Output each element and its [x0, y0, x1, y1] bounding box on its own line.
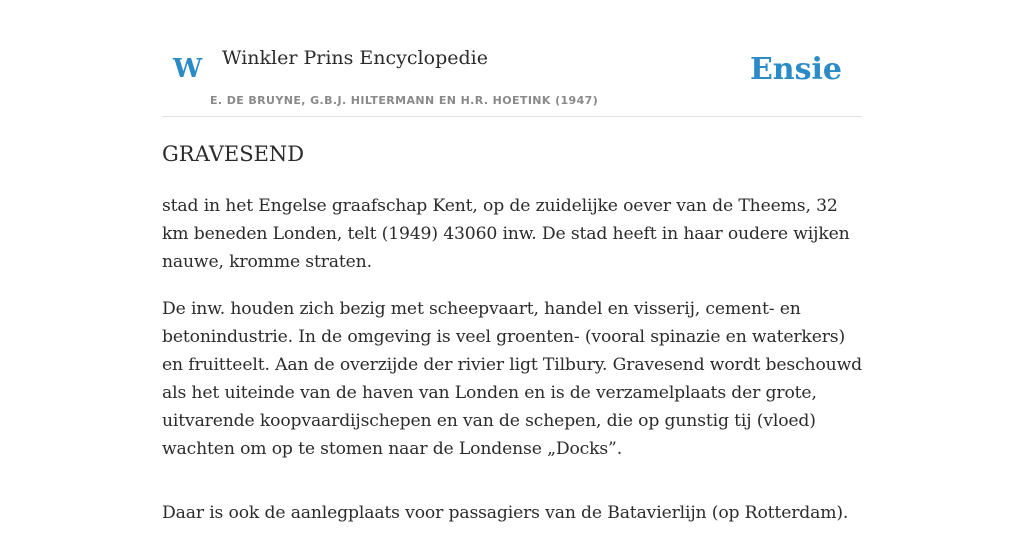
publication-header	[162, 40, 862, 117]
entry-body	[162, 192, 862, 546]
entry-paragraph: stad in het Engelse graafschap Kent, op de zuidelijke oever van de Theems, 32 km beneden Londen, telt (1949) 43060 inw. De stad heeft in haar oudere wijken nauwe, kromme straten.	[162, 196, 850, 272]
entry-paragraph: De inw. houden zich bezig met scheepvaart, handel en visserij, cement- en betonindustrie. In de omgeving is veel groenten- (vooral spinazie en waterkers) en fruitteelt. Aan de overzijde der rivier ligt Tilbury. Gravesend wordt beschouwd als het uiteinde van de haven van Londen en is de verzamelplaats der grote, uitvarende koopvaardijschepen en van de schepen, die op gunstig tij (vloed) wachten om op te stomen naar de Londense „Docks”.	[162, 299, 862, 459]
entry-paragraph: Daar is ook de aanlegplaats voor passagiers van de Batavierlijn (op Rotterdam).	[162, 503, 849, 523]
entry-title: GRAVESEND	[162, 142, 305, 166]
publication-logo-icon[interactable]: W	[173, 54, 203, 84]
publication-authors: E. DE BRUYNE, G.B.J. HILTERMANN EN H.R. HOETINK (1947)	[210, 94, 599, 107]
ensie-logo-link[interactable]: Ensie	[749, 52, 842, 87]
publication-title[interactable]: Winkler Prins Encyclopedie	[222, 47, 488, 69]
